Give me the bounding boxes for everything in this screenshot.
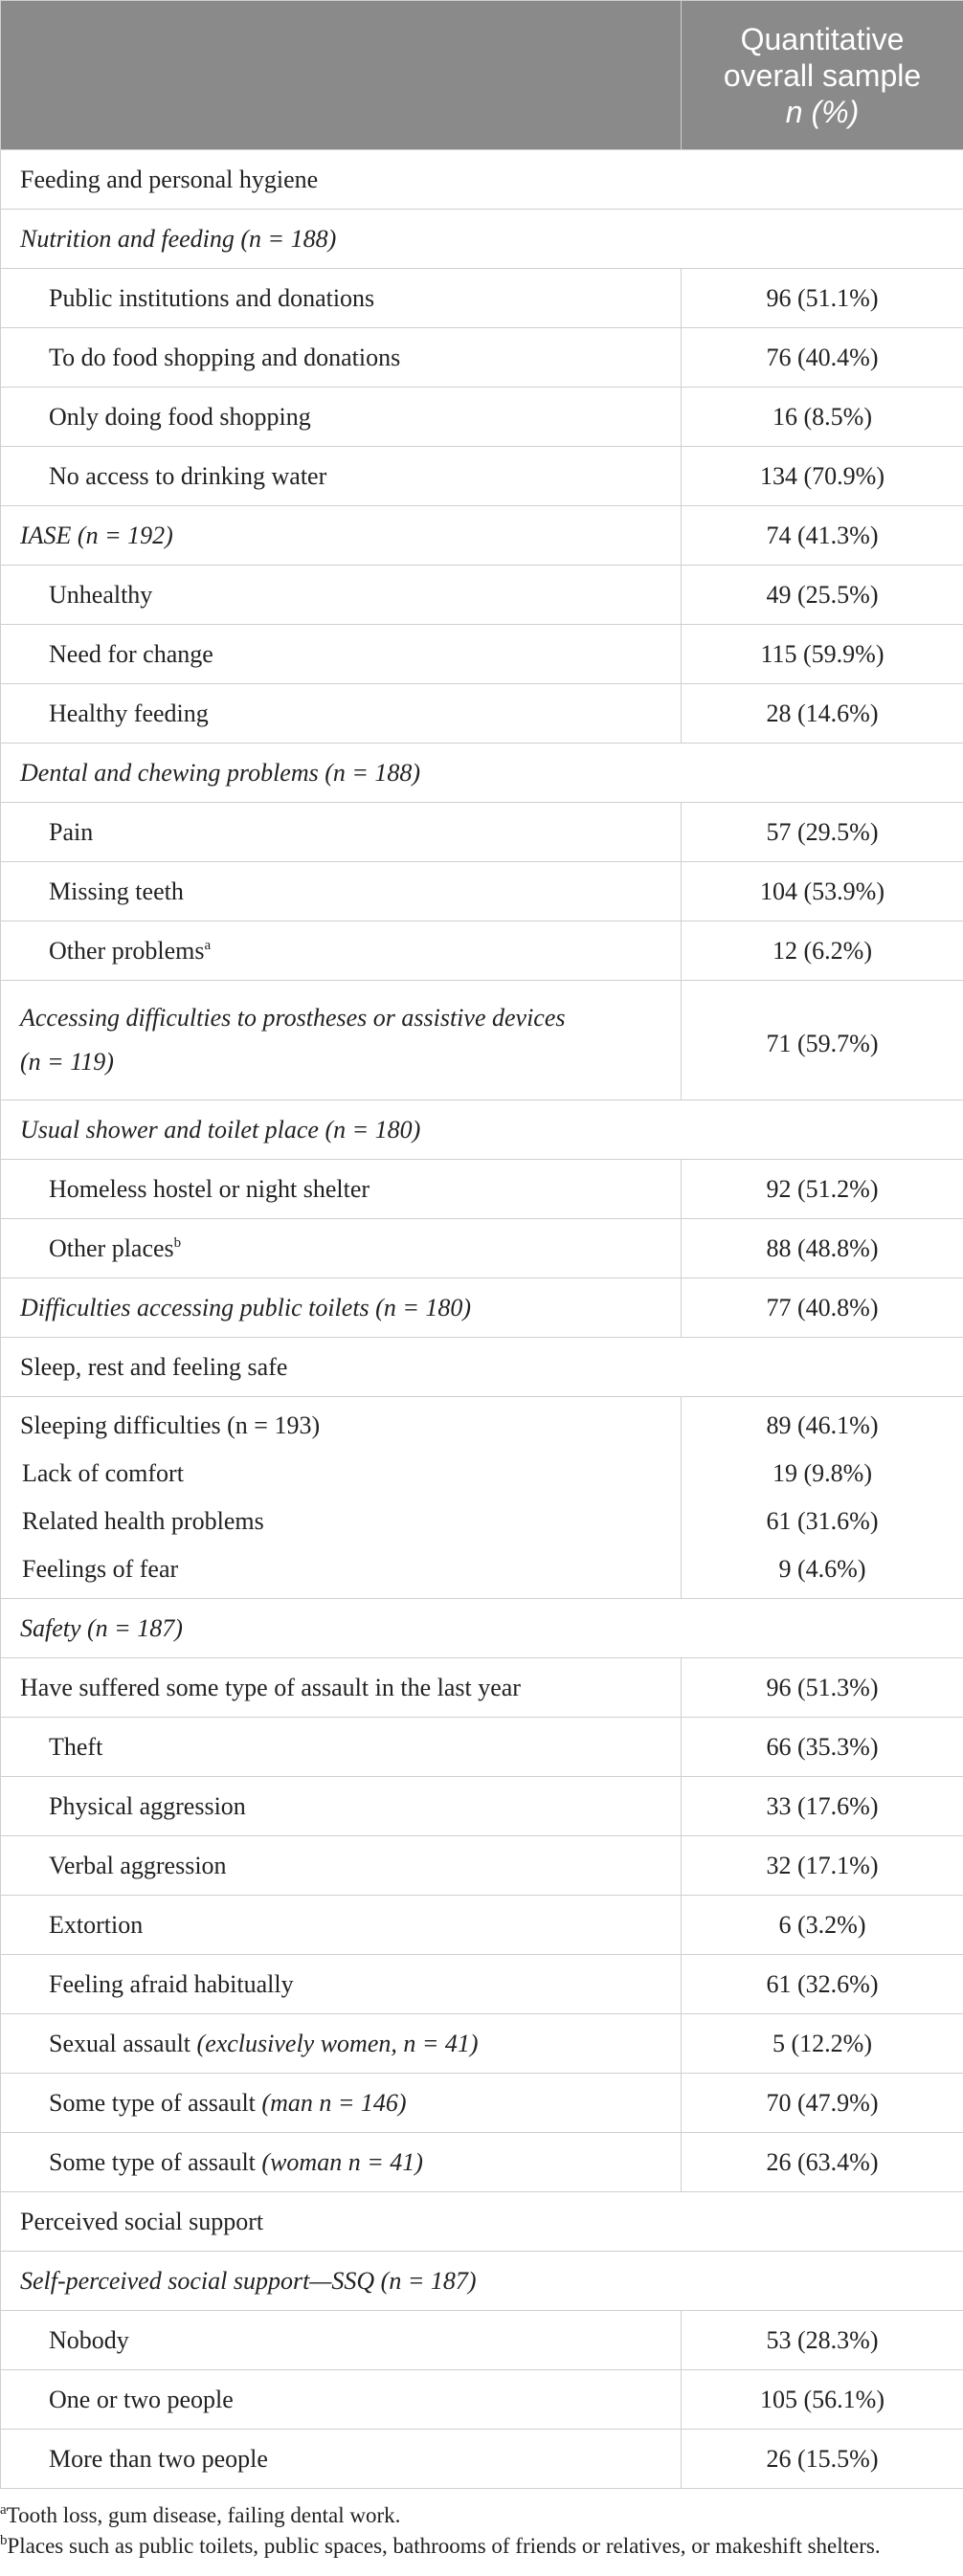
- row-label: Feeling afraid habitually: [1, 1955, 682, 2014]
- row-value: 26 (63.4%): [682, 2133, 963, 2192]
- table-row: [1, 1836, 963, 1896]
- row-label-line-1: Accessing difficulties to prostheses or assistive devices: [20, 1004, 566, 1032]
- row-label: Physical aggression: [1, 1777, 682, 1836]
- header-sample-column: [682, 1, 963, 150]
- row-label: [1, 2133, 682, 2192]
- section-heading: Perceived social support: [1, 2192, 963, 2252]
- row-label: Unhealthy: [1, 566, 682, 625]
- row-label: [1, 981, 682, 1100]
- row-value: 61 (31.6%): [766, 1507, 879, 1535]
- row-value: 134 (70.9%): [682, 447, 963, 506]
- row-value: 49 (25.5%): [682, 566, 963, 625]
- header-line-2: overall sample: [723, 57, 922, 93]
- table-row: [1, 684, 963, 744]
- row-label: Related health problems: [22, 1507, 264, 1535]
- subsection-heading: Dental and chewing problems (n = 188): [1, 744, 963, 803]
- row-label-italic: (man n = 146): [261, 2088, 407, 2117]
- row-value: 115 (59.9%): [682, 625, 963, 684]
- row-value: 9 (4.6%): [778, 1555, 866, 1583]
- row-value: 32 (17.1%): [682, 1836, 963, 1896]
- header-empty-cell: [1, 1, 682, 150]
- row-label: [1, 2014, 682, 2074]
- row-value: 28 (14.6%): [682, 684, 963, 744]
- table-row: [1, 2311, 963, 2370]
- table-header-row: [1, 1, 963, 150]
- table-row: [1, 1219, 963, 1278]
- footnote-b-text: Places such as public toilets, public spaces, bathrooms of friends or relatives, or makeshift shelters.: [7, 2534, 881, 2558]
- row-value: 57 (29.5%): [682, 803, 963, 862]
- table-row-section-sleep: [1, 1338, 963, 1397]
- row-value: 5 (12.2%): [682, 2014, 963, 2074]
- row-value: 19 (9.8%): [773, 1459, 872, 1487]
- header-line-3: n (%): [785, 94, 860, 129]
- row-label-text: Other problems: [49, 936, 205, 965]
- row-value: 61 (32.6%): [682, 1955, 963, 2014]
- footnote-marker: a: [204, 937, 212, 953]
- table-row: [1, 2370, 963, 2430]
- table-row-subheading: [1, 2252, 963, 2311]
- row-label-italic: (exclusively women, n = 41): [196, 2029, 479, 2057]
- footnote-a-text: Tooth loss, gum disease, failing dental work.: [6, 2503, 401, 2527]
- row-label: One or two people: [1, 2370, 682, 2430]
- table-row: [1, 803, 963, 862]
- row-value: 92 (51.2%): [682, 1160, 963, 1219]
- footnote-a: [0, 2500, 963, 2531]
- table-row-subheading: [1, 744, 963, 803]
- table-row: [1, 2014, 963, 2074]
- table-row: [1, 566, 963, 625]
- table-row: [1, 2133, 963, 2192]
- row-label: To do food shopping and donations: [1, 328, 682, 388]
- row-value: 74 (41.3%): [682, 506, 963, 566]
- subsection-heading: Usual shower and toilet place (n = 180): [1, 1100, 963, 1160]
- row-label: Nobody: [1, 2311, 682, 2370]
- table-footnotes: [0, 2489, 963, 2562]
- table-row: [1, 447, 963, 506]
- row-value: 66 (35.3%): [682, 1718, 963, 1777]
- row-value: 71 (59.7%): [682, 981, 963, 1100]
- row-value: 77 (40.8%): [682, 1278, 963, 1338]
- subsection-heading: Safety (n = 187): [1, 1599, 963, 1658]
- table-row: [1, 1777, 963, 1836]
- row-label: Theft: [1, 1718, 682, 1777]
- table-row-subheading: [1, 1599, 963, 1658]
- row-label: Have suffered some type of assault in the last year: [1, 1658, 682, 1718]
- row-label: [1, 922, 682, 981]
- header-line-1: Quantitative: [740, 21, 905, 56]
- table-row: [1, 1160, 963, 1219]
- table-row: [1, 506, 963, 566]
- table-row: [1, 625, 963, 684]
- table-row-sleeping-difficulties: [1, 1397, 963, 1599]
- row-value: 6 (3.2%): [682, 1896, 963, 1955]
- row-label: Healthy feeding: [1, 684, 682, 744]
- table-row: [1, 1278, 963, 1338]
- table-row-section-feeding: [1, 150, 963, 210]
- table-row: [1, 388, 963, 447]
- table-row: [1, 2074, 963, 2133]
- row-label: Lack of comfort: [22, 1459, 184, 1487]
- row-label: IASE (n = 192): [1, 506, 682, 566]
- row-value: 96 (51.3%): [682, 1658, 963, 1718]
- table-row: [1, 2430, 963, 2489]
- row-label-text: Sexual assault: [49, 2029, 197, 2057]
- row-value: 96 (51.1%): [682, 269, 963, 328]
- row-label-group: [1, 1397, 682, 1599]
- row-label: Missing teeth: [1, 862, 682, 922]
- table-row: [1, 862, 963, 922]
- table-row: [1, 269, 963, 328]
- row-label: Feelings of fear: [22, 1555, 179, 1583]
- row-label-line-2: (n = 119): [20, 1048, 114, 1076]
- row-value: 89 (46.1%): [766, 1411, 879, 1439]
- row-label: Public institutions and donations: [1, 269, 682, 328]
- row-label: [1, 1219, 682, 1278]
- row-label: Difficulties accessing public toilets (n = 180): [1, 1278, 682, 1338]
- row-label: Homeless hostel or night shelter: [1, 1160, 682, 1219]
- row-value: 76 (40.4%): [682, 328, 963, 388]
- table-row: [1, 981, 963, 1100]
- section-heading: Feeding and personal hygiene: [1, 150, 963, 210]
- table-row: [1, 1955, 963, 2014]
- row-label: Verbal aggression: [1, 1836, 682, 1896]
- row-label: Sleeping difficulties (n = 193): [20, 1411, 321, 1439]
- row-value: 105 (56.1%): [682, 2370, 963, 2430]
- row-label-text: Other places: [49, 1233, 174, 1262]
- row-label: More than two people: [1, 2430, 682, 2489]
- table-row: [1, 328, 963, 388]
- subsection-heading: Nutrition and feeding (n = 188): [1, 210, 963, 269]
- table-row: [1, 1718, 963, 1777]
- row-value: 104 (53.9%): [682, 862, 963, 922]
- footnote-b: [0, 2531, 963, 2562]
- table-row: [1, 922, 963, 981]
- table-row-section-social: [1, 2192, 963, 2252]
- row-value: 70 (47.9%): [682, 2074, 963, 2133]
- row-value: 16 (8.5%): [682, 388, 963, 447]
- row-value: 88 (48.8%): [682, 1219, 963, 1278]
- row-label-text: Some type of assault: [49, 2147, 262, 2176]
- row-value: 12 (6.2%): [682, 922, 963, 981]
- row-label: [1, 2074, 682, 2133]
- row-label: Need for change: [1, 625, 682, 684]
- row-label: Only doing food shopping: [1, 388, 682, 447]
- table-row: [1, 1658, 963, 1718]
- table-row-subheading: [1, 1100, 963, 1160]
- section-heading: Sleep, rest and feeling safe: [1, 1338, 963, 1397]
- row-value: 53 (28.3%): [682, 2311, 963, 2370]
- footnote-marker: b: [173, 1234, 182, 1251]
- row-value: 33 (17.6%): [682, 1777, 963, 1836]
- row-label-text: Some type of assault: [49, 2088, 262, 2117]
- subsection-heading: Self-perceived social support—SSQ (n = 187): [1, 2252, 963, 2311]
- row-label: No access to drinking water: [1, 447, 682, 506]
- footnote-b-mark: b: [0, 2533, 8, 2548]
- table-row: [1, 1896, 963, 1955]
- row-label: Pain: [1, 803, 682, 862]
- row-value-group: [682, 1397, 963, 1599]
- table-row-subheading: [1, 210, 963, 269]
- footnote-a-mark: a: [0, 2502, 7, 2518]
- row-value: 26 (15.5%): [682, 2430, 963, 2489]
- row-label-italic: (woman n = 41): [261, 2147, 423, 2176]
- row-label: Extortion: [1, 1896, 682, 1955]
